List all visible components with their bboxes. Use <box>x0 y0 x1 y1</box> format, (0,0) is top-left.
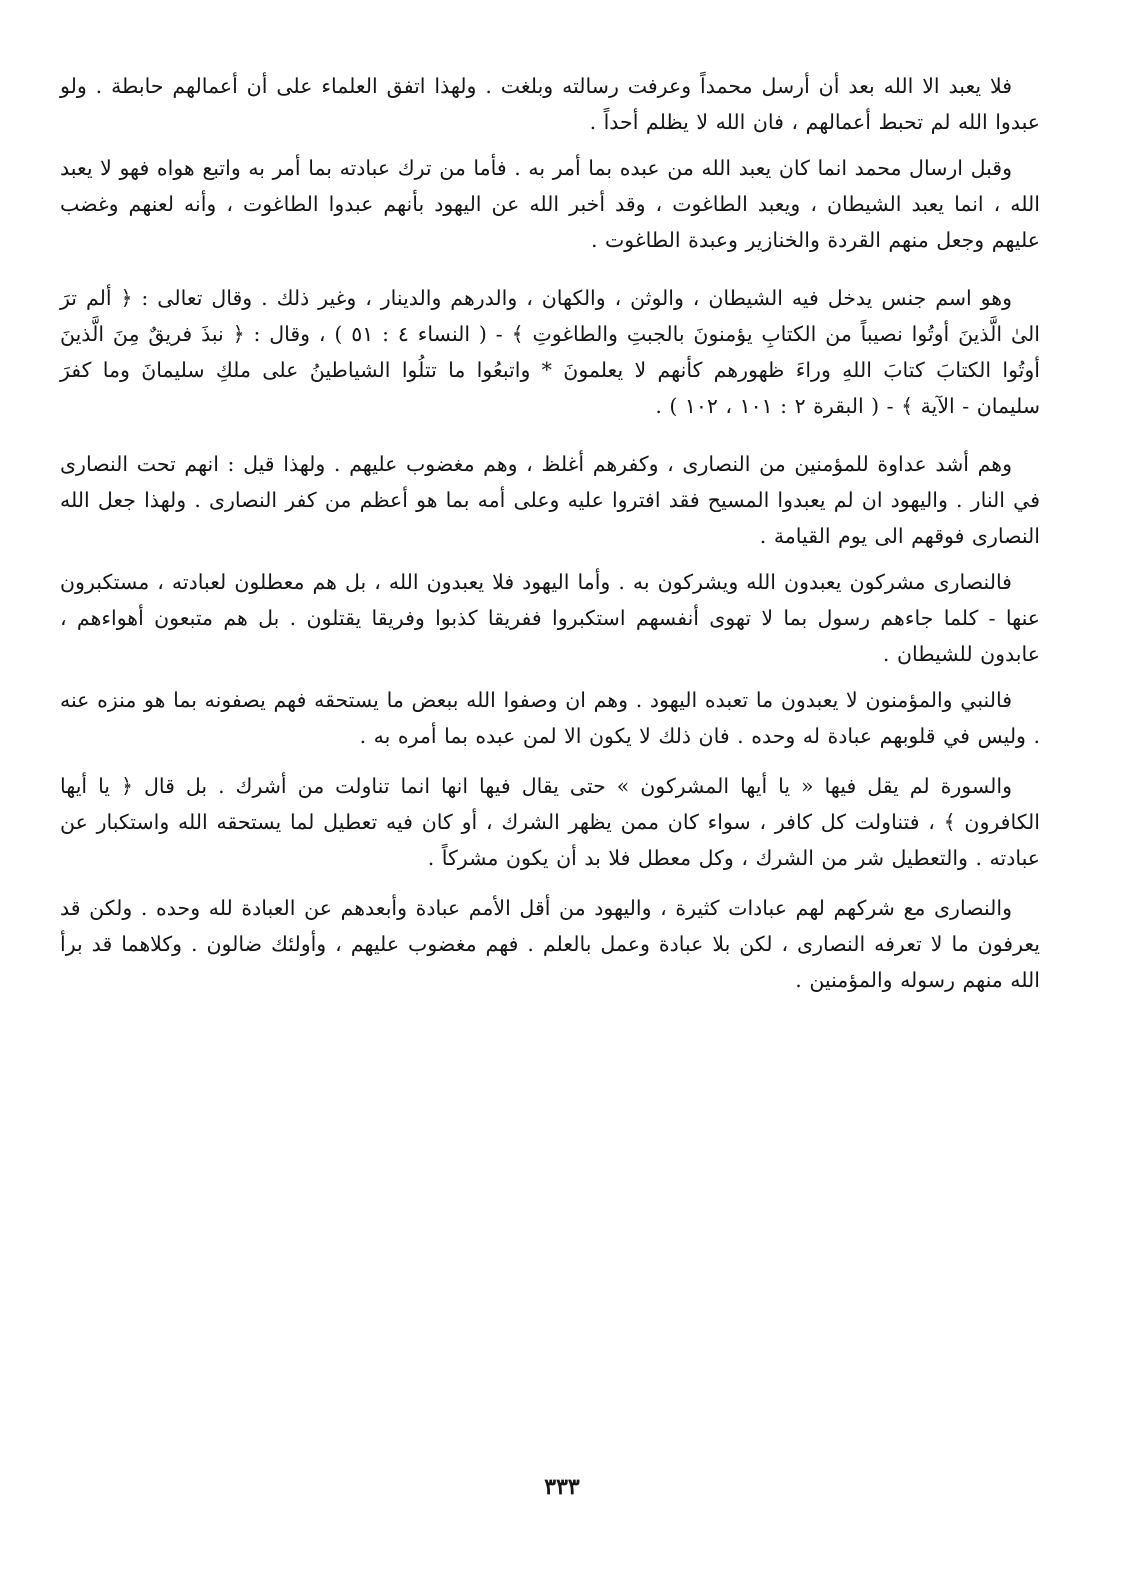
page-number: ٣٣٣ <box>544 1474 580 1500</box>
page-body <box>60 68 1040 998</box>
paragraph: فالنصارى مشركون يعبدون الله ويشركون به . وأما اليهود فلا يعبدون الله ، بل هم معطلون لعبادته ، مستكبرون عنها - كلما جاءهم رسول بما لا تهوى أنفسهم استكبروا ففريقا كذبوا وفريقا يقتلون . بل هم متبعون أهواءهم ، عابدون للشيطان . <box>60 570 1040 666</box>
paragraph: وهو اسم جنس يدخل فيه الشيطان ، والوثن ، والكهان ، والدرهم والدينار ، وغير ذلك . وقال تعالى : ﴿ ألم ترَ الىٰ الَّذينَ أوتُوا نصيباً من الكتابِ يؤمنونَ بالجبتِ والطاغوتِ ﴾ - ( النساء ٤ : ٥١ ) ، وقال : ﴿ نبذَ فريقٌ مِنَ الَّذينَ أوتُوا الكتابَ كتابَ اللهِ وراءَ ظهورهم كأنهم لا يعلمونَ * واتبعُوا ما تتلُوا الشياطينُ على ملكِ سليمانَ وما كفرَ سليمان - الآية ﴾ - ( البقرة ٢ : ١٠١ ، ١٠٢ ) . <box>60 286 1040 418</box>
paragraph: والسورة لم يقل فيها « يا أيها المشركون » حتى يقال فيها انها انما تناولت من أشرك . بل قال ﴿ يا أيها الكافرون ﴾ ، فتناولت كل كافر ، سواء كان ممن يظهر الشرك ، أو كان فيه تعطيل لما يستحقه الله واستكبار عن عبادته . والتعطيل شر من الشرك ، وكل معطل فلا بد أن يكون مشركاً . <box>60 774 1040 870</box>
paragraph: وهم أشد عداوة للمؤمنين من النصارى ، وكفرهم أغلظ ، وهم مغضوب عليهم . ولهذا قيل : انهم تحت النصارى في النار . واليهود ان لم يعبدوا المسيح فقد افتروا عليه وعلى أمه بما هو أعظم من كفر النصارى . ولهذا جعل الله النصارى فوقهم الى يوم القيامة . <box>60 452 1040 548</box>
paragraph: وقبل ارسال محمد انما كان يعبد الله من عبده بما أمر به . فأما من ترك عبادته بما أمر به واتبع هواه فهو لا يعبد الله ، انما يعبد الشيطان ، ويعبد الطاغوت ، وقد أخبر الله عن اليهود بأنهم عبدوا الطاغوت ، وأنه لعنهم وغضب عليهم وجعل منهم القردة والخنازير وعبدة الطاغوت . <box>60 156 1040 252</box>
paragraph: فلا يعبد الا الله بعد أن أرسل محمداً وعرفت رسالته وبلغت . ولهذا اتفق العلماء على أن أعمالهم حابطة . ولو عبدوا الله لم تحبط أعمالهم ، فان الله لا يظلم أحداً . <box>60 74 1040 134</box>
paragraph: فالنبي والمؤمنون لا يعبدون ما تعبده اليهود . وهم ان وصفوا الله ببعض ما يستحقه فهم يصفونه بما هو منزه عنه . وليس في قلوبهم عبادة له وحده . فان ذلك لا يكون الا لمن عبده بما أمره به . <box>60 688 1040 748</box>
paragraph: والنصارى مع شركهم لهم عبادات كثيرة ، واليهود من أقل الأمم عبادة وأبعدهم عن العبادة لله وحده . ولكن قد يعرفون ما لا تعرفه النصارى ، لكن بلا عبادة وعمل بالعلم . فهم مغضوب عليهم ، وأولئك ضالون . وكلاهما قد برأ الله منهم رسوله والمؤمنين . <box>60 896 1040 992</box>
